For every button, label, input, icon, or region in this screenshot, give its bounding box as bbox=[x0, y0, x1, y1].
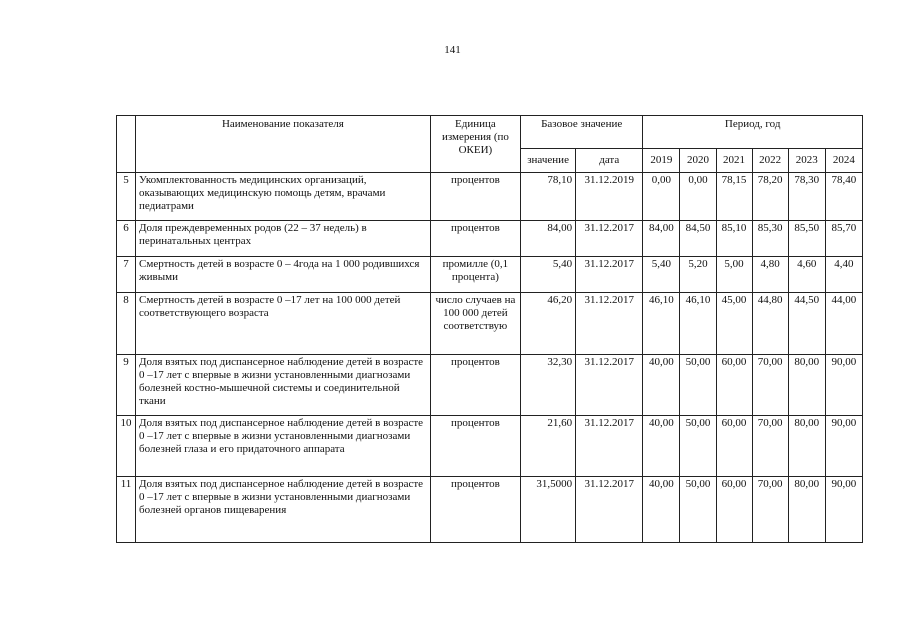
year-value: 5,00 bbox=[716, 257, 752, 293]
table-row bbox=[117, 293, 863, 355]
base-value: 5,40 bbox=[521, 257, 576, 293]
indicator-unit: процентов bbox=[430, 355, 520, 416]
base-date: 31.12.2017 bbox=[576, 257, 643, 293]
row-number: 6 bbox=[117, 221, 136, 257]
base-value: 46,20 bbox=[521, 293, 576, 355]
base-date: 31.12.2017 bbox=[576, 293, 643, 355]
year-value: 70,00 bbox=[752, 355, 788, 416]
indicator-unit: число случаев на 100 000 детей соответствую bbox=[430, 293, 520, 355]
year-value: 0,00 bbox=[643, 173, 680, 221]
table-row bbox=[117, 173, 863, 221]
indicator-name: Смертность детей в возрасте 0 –17 лет на 100 000 детей соответствующего возраста bbox=[136, 293, 431, 355]
header-base-value: Базовое значение bbox=[521, 116, 643, 149]
table-row bbox=[117, 221, 863, 257]
header-year: 2024 bbox=[825, 149, 862, 173]
year-value: 5,40 bbox=[643, 257, 680, 293]
header-base-value-value: значение bbox=[521, 149, 576, 173]
base-value: 32,30 bbox=[521, 355, 576, 416]
year-value: 44,50 bbox=[788, 293, 825, 355]
year-value: 46,10 bbox=[643, 293, 680, 355]
year-value: 44,80 bbox=[752, 293, 788, 355]
base-date: 31.12.2017 bbox=[576, 477, 643, 543]
indicators-table bbox=[116, 115, 863, 543]
year-value: 85,10 bbox=[716, 221, 752, 257]
year-value: 5,20 bbox=[680, 257, 716, 293]
year-value: 50,00 bbox=[680, 416, 716, 477]
table-row bbox=[117, 257, 863, 293]
base-value: 78,10 bbox=[521, 173, 576, 221]
base-date: 31.12.2017 bbox=[576, 355, 643, 416]
table-header bbox=[117, 116, 863, 173]
table-row bbox=[117, 355, 863, 416]
row-number: 7 bbox=[117, 257, 136, 293]
year-value: 78,15 bbox=[716, 173, 752, 221]
year-value: 90,00 bbox=[825, 477, 862, 543]
year-value: 60,00 bbox=[716, 477, 752, 543]
indicator-unit: процентов bbox=[430, 173, 520, 221]
year-value: 84,00 bbox=[643, 221, 680, 257]
header-year: 2020 bbox=[680, 149, 716, 173]
year-value: 60,00 bbox=[716, 355, 752, 416]
year-value: 4,60 bbox=[788, 257, 825, 293]
indicator-unit: процентов bbox=[430, 416, 520, 477]
base-date: 31.12.2019 bbox=[576, 173, 643, 221]
year-value: 40,00 bbox=[643, 355, 680, 416]
year-value: 90,00 bbox=[825, 416, 862, 477]
header-year: 2022 bbox=[752, 149, 788, 173]
table-row bbox=[117, 416, 863, 477]
base-date: 31.12.2017 bbox=[576, 221, 643, 257]
row-number: 11 bbox=[117, 477, 136, 543]
year-value: 46,10 bbox=[680, 293, 716, 355]
year-value: 80,00 bbox=[788, 477, 825, 543]
base-value: 21,60 bbox=[521, 416, 576, 477]
row-number: 10 bbox=[117, 416, 136, 477]
header-year: 2019 bbox=[643, 149, 680, 173]
indicator-name: Доля преждевременных родов (22 – 37 недель) в перинатальных центрах bbox=[136, 221, 431, 257]
row-number: 5 bbox=[117, 173, 136, 221]
indicator-name: Укомплектованность медицинских организаций, оказывающих медицинскую помощь детям, врачами педиатрами bbox=[136, 173, 431, 221]
header-base-value-date: дата bbox=[576, 149, 643, 173]
year-value: 45,00 bbox=[716, 293, 752, 355]
header-unit: Единица измерения (по ОКЕИ) bbox=[430, 116, 520, 173]
year-value: 80,00 bbox=[788, 355, 825, 416]
year-value: 50,00 bbox=[680, 477, 716, 543]
year-value: 78,30 bbox=[788, 173, 825, 221]
year-value: 78,40 bbox=[825, 173, 862, 221]
indicator-unit: процентов bbox=[430, 477, 520, 543]
row-number: 9 bbox=[117, 355, 136, 416]
header-number-column bbox=[117, 116, 136, 173]
header-year: 2023 bbox=[788, 149, 825, 173]
year-value: 85,70 bbox=[825, 221, 862, 257]
table-body bbox=[117, 173, 863, 543]
base-value: 84,00 bbox=[521, 221, 576, 257]
year-value: 40,00 bbox=[643, 477, 680, 543]
year-value: 0,00 bbox=[680, 173, 716, 221]
year-value: 60,00 bbox=[716, 416, 752, 477]
year-value: 44,00 bbox=[825, 293, 862, 355]
year-value: 78,20 bbox=[752, 173, 788, 221]
year-value: 4,80 bbox=[752, 257, 788, 293]
year-value: 85,30 bbox=[752, 221, 788, 257]
indicator-name: Доля взятых под диспансерное наблюдение детей в возрасте 0 –17 лет с впервые в жизни установленными диагнозами болезней глаза и его придаточного аппарата bbox=[136, 416, 431, 477]
page-number: 141 bbox=[444, 44, 461, 56]
year-value: 40,00 bbox=[643, 416, 680, 477]
table-row bbox=[117, 477, 863, 543]
header-period: Период, год bbox=[643, 116, 863, 149]
base-value: 31,5000 bbox=[521, 477, 576, 543]
row-number: 8 bbox=[117, 293, 136, 355]
year-value: 84,50 bbox=[680, 221, 716, 257]
year-value: 50,00 bbox=[680, 355, 716, 416]
base-date: 31.12.2017 bbox=[576, 416, 643, 477]
year-value: 85,50 bbox=[788, 221, 825, 257]
indicator-unit: промилле (0,1 процента) bbox=[430, 257, 520, 293]
year-value: 80,00 bbox=[788, 416, 825, 477]
header-year: 2021 bbox=[716, 149, 752, 173]
indicator-unit: процентов bbox=[430, 221, 520, 257]
year-value: 4,40 bbox=[825, 257, 862, 293]
header-indicator-name: Наименование показателя bbox=[136, 116, 431, 173]
year-value: 90,00 bbox=[825, 355, 862, 416]
year-value: 70,00 bbox=[752, 416, 788, 477]
year-value: 70,00 bbox=[752, 477, 788, 543]
indicator-name: Доля взятых под диспансерное наблюдение детей в возрасте 0 –17 лет с впервые в жизни установленными диагнозами болезней органов пищеварения bbox=[136, 477, 431, 543]
indicator-name: Смертность детей в возрасте 0 – 4года на 1 000 родившихся живыми bbox=[136, 257, 431, 293]
indicator-name: Доля взятых под диспансерное наблюдение детей в возрасте 0 –17 лет с впервые в жизни установленными диагнозами болезней костно-мышечной системы и соединительной ткани bbox=[136, 355, 431, 416]
